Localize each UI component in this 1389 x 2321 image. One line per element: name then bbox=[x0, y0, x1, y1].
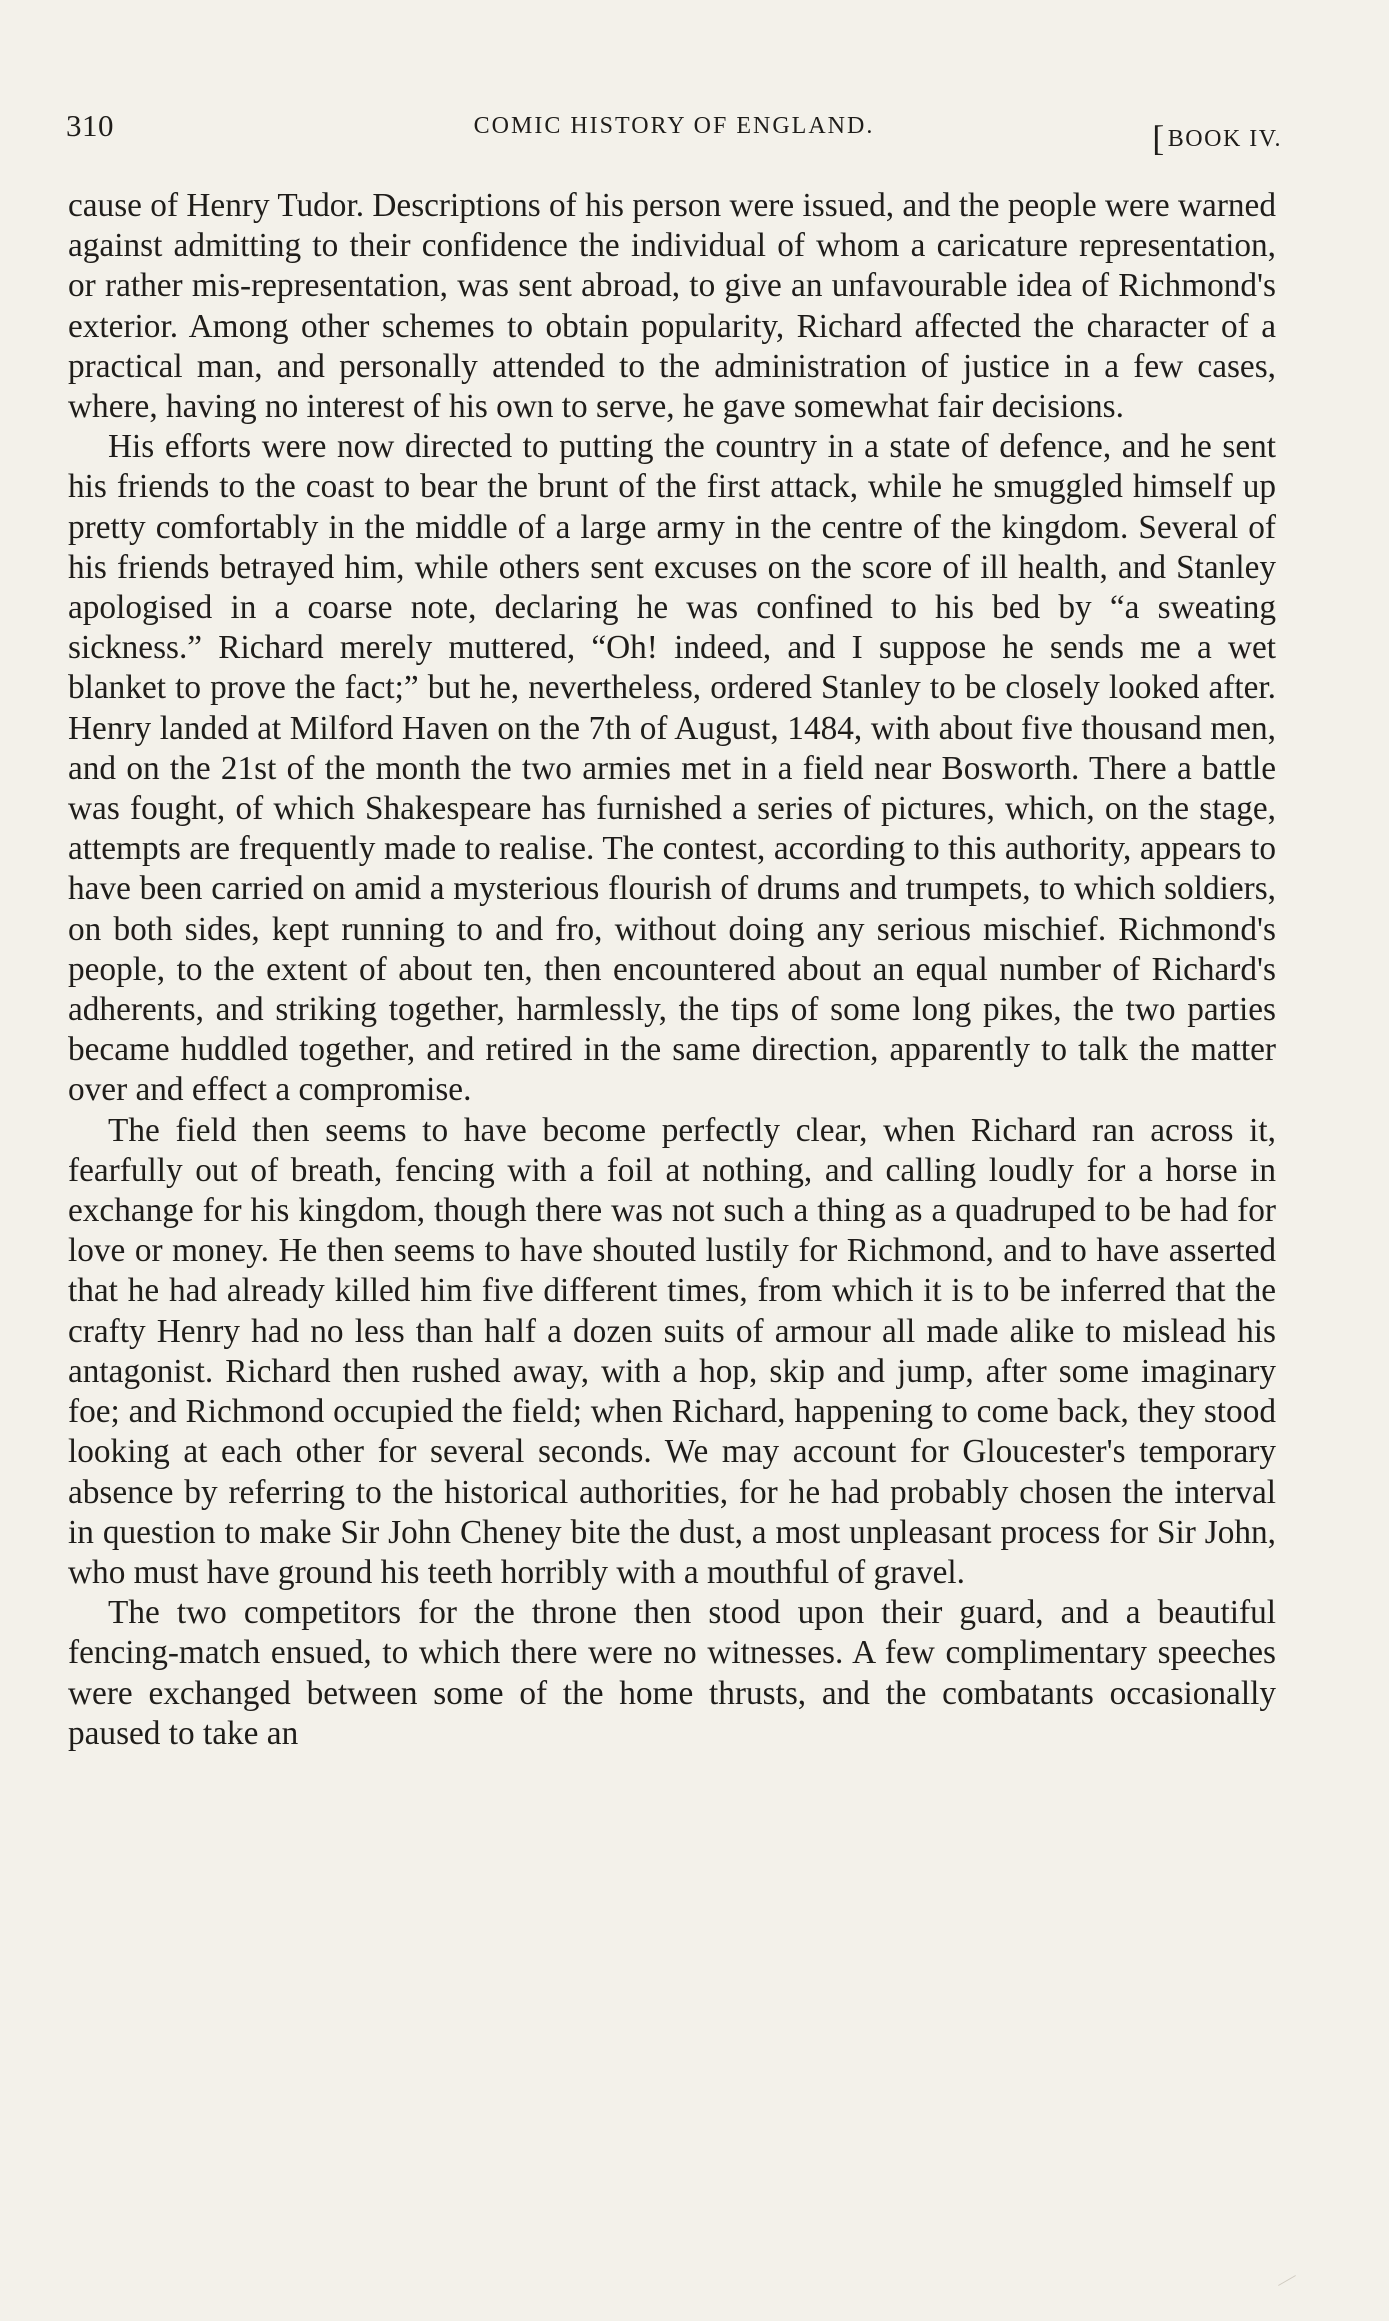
paragraph: cause of Henry Tudor. Descriptions of his person were issued, and the people were warned against admitting to their confidence the individual of whom a caricature representation, or rather mis-representation, was sent abroad, to give an unfavourable idea of Richmond's exterior. Among other schemes to obtain popularity, Richard affected the character of a practical man, and personally attended to the administration of justice in a few cases, where, having no interest of his own to serve, he gave somewhat fair decisions. bbox=[68, 187, 1276, 426]
page-number: 310 bbox=[66, 108, 114, 143]
book-label: [ BOOK IV. bbox=[1152, 113, 1282, 155]
page-mark bbox=[1278, 2275, 1296, 2286]
running-title: COMIC HISTORY OF ENGLAND. bbox=[473, 113, 875, 139]
paragraph: The two competitors for the throne then stood upon their guard, and a beautiful fencing-match ensued, to which there were no witnesses. A few complimentary speeches were exchanged between some of the home thrusts, and the combatants occasionally paused to take an bbox=[68, 1594, 1276, 1752]
body-text bbox=[68, 186, 1276, 1754]
paragraph: His efforts were now directed to putting the country in a state of defence, and he sent his friends to the coast to bear the brunt of the first attack, while he smuggled himself up pretty comfortably in the middle of a large army in the centre of the kingdom. Several of his friends betrayed him, while others sent excuses on the score of ill health, and Stanley apologised in a coarse note, declaring he was confined to his bed by “a sweating sickness.” Richard merely muttered, “Oh! indeed, and I suppose he sends me a wet blanket to prove the fact;” but he, nevertheless, ordered Stanley to be closely looked after. Henry landed at Milford Haven on the 7th of August, 1484, with about five thousand men, and on the 21st of the month the two armies met in a field near Bosworth. There a battle was fought, of which Shakespeare has furnished a series of pictures, which, on the stage, attempts are frequently made to realise. The contest, according to this authority, appears to have been carried on amid a mysterious flourish of drums and trumpets, to which soldiers, on both sides, kept running to and fro, without doing any serious mischief. Richmond's people, to the extent of about ten, then encountered about an equal number of Richard's adherents, and striking together, harmlessly, the tips of some long pikes, the two parties became huddled together, and retired in the same direction, apparently to talk the matter over and effect a compromise. bbox=[68, 428, 1276, 1109]
running-head bbox=[66, 108, 1282, 152]
paragraph: The field then seems to have become perfectly clear, when Richard ran across it, fearfully out of breath, fencing with a foil at nothing, and calling loudly for a horse in exchange for his kingdom, though there was not such a thing as a quadruped to be had for love or money. He then seems to have shouted lustily for Richmond, and to have asserted that he had already killed him five different times, from which it is to be inferred that the crafty Henry had no less than half a dozen suits of armour all made alike to mislead his antagonist. Richard then rushed away, with a hop, skip and jump, after some imaginary foe; and Richmond occupied the field; when Richard, happening to come back, they stood looking at each other for several seconds. We may account for Gloucester's temporary absence by referring to the historical authorities, for he had probably chosen the interval in question to make Sir John Cheney bite the dust, a most unpleasant process for Sir John, who must have ground his teeth horribly with a mouthful of gravel. bbox=[68, 1111, 1276, 1591]
